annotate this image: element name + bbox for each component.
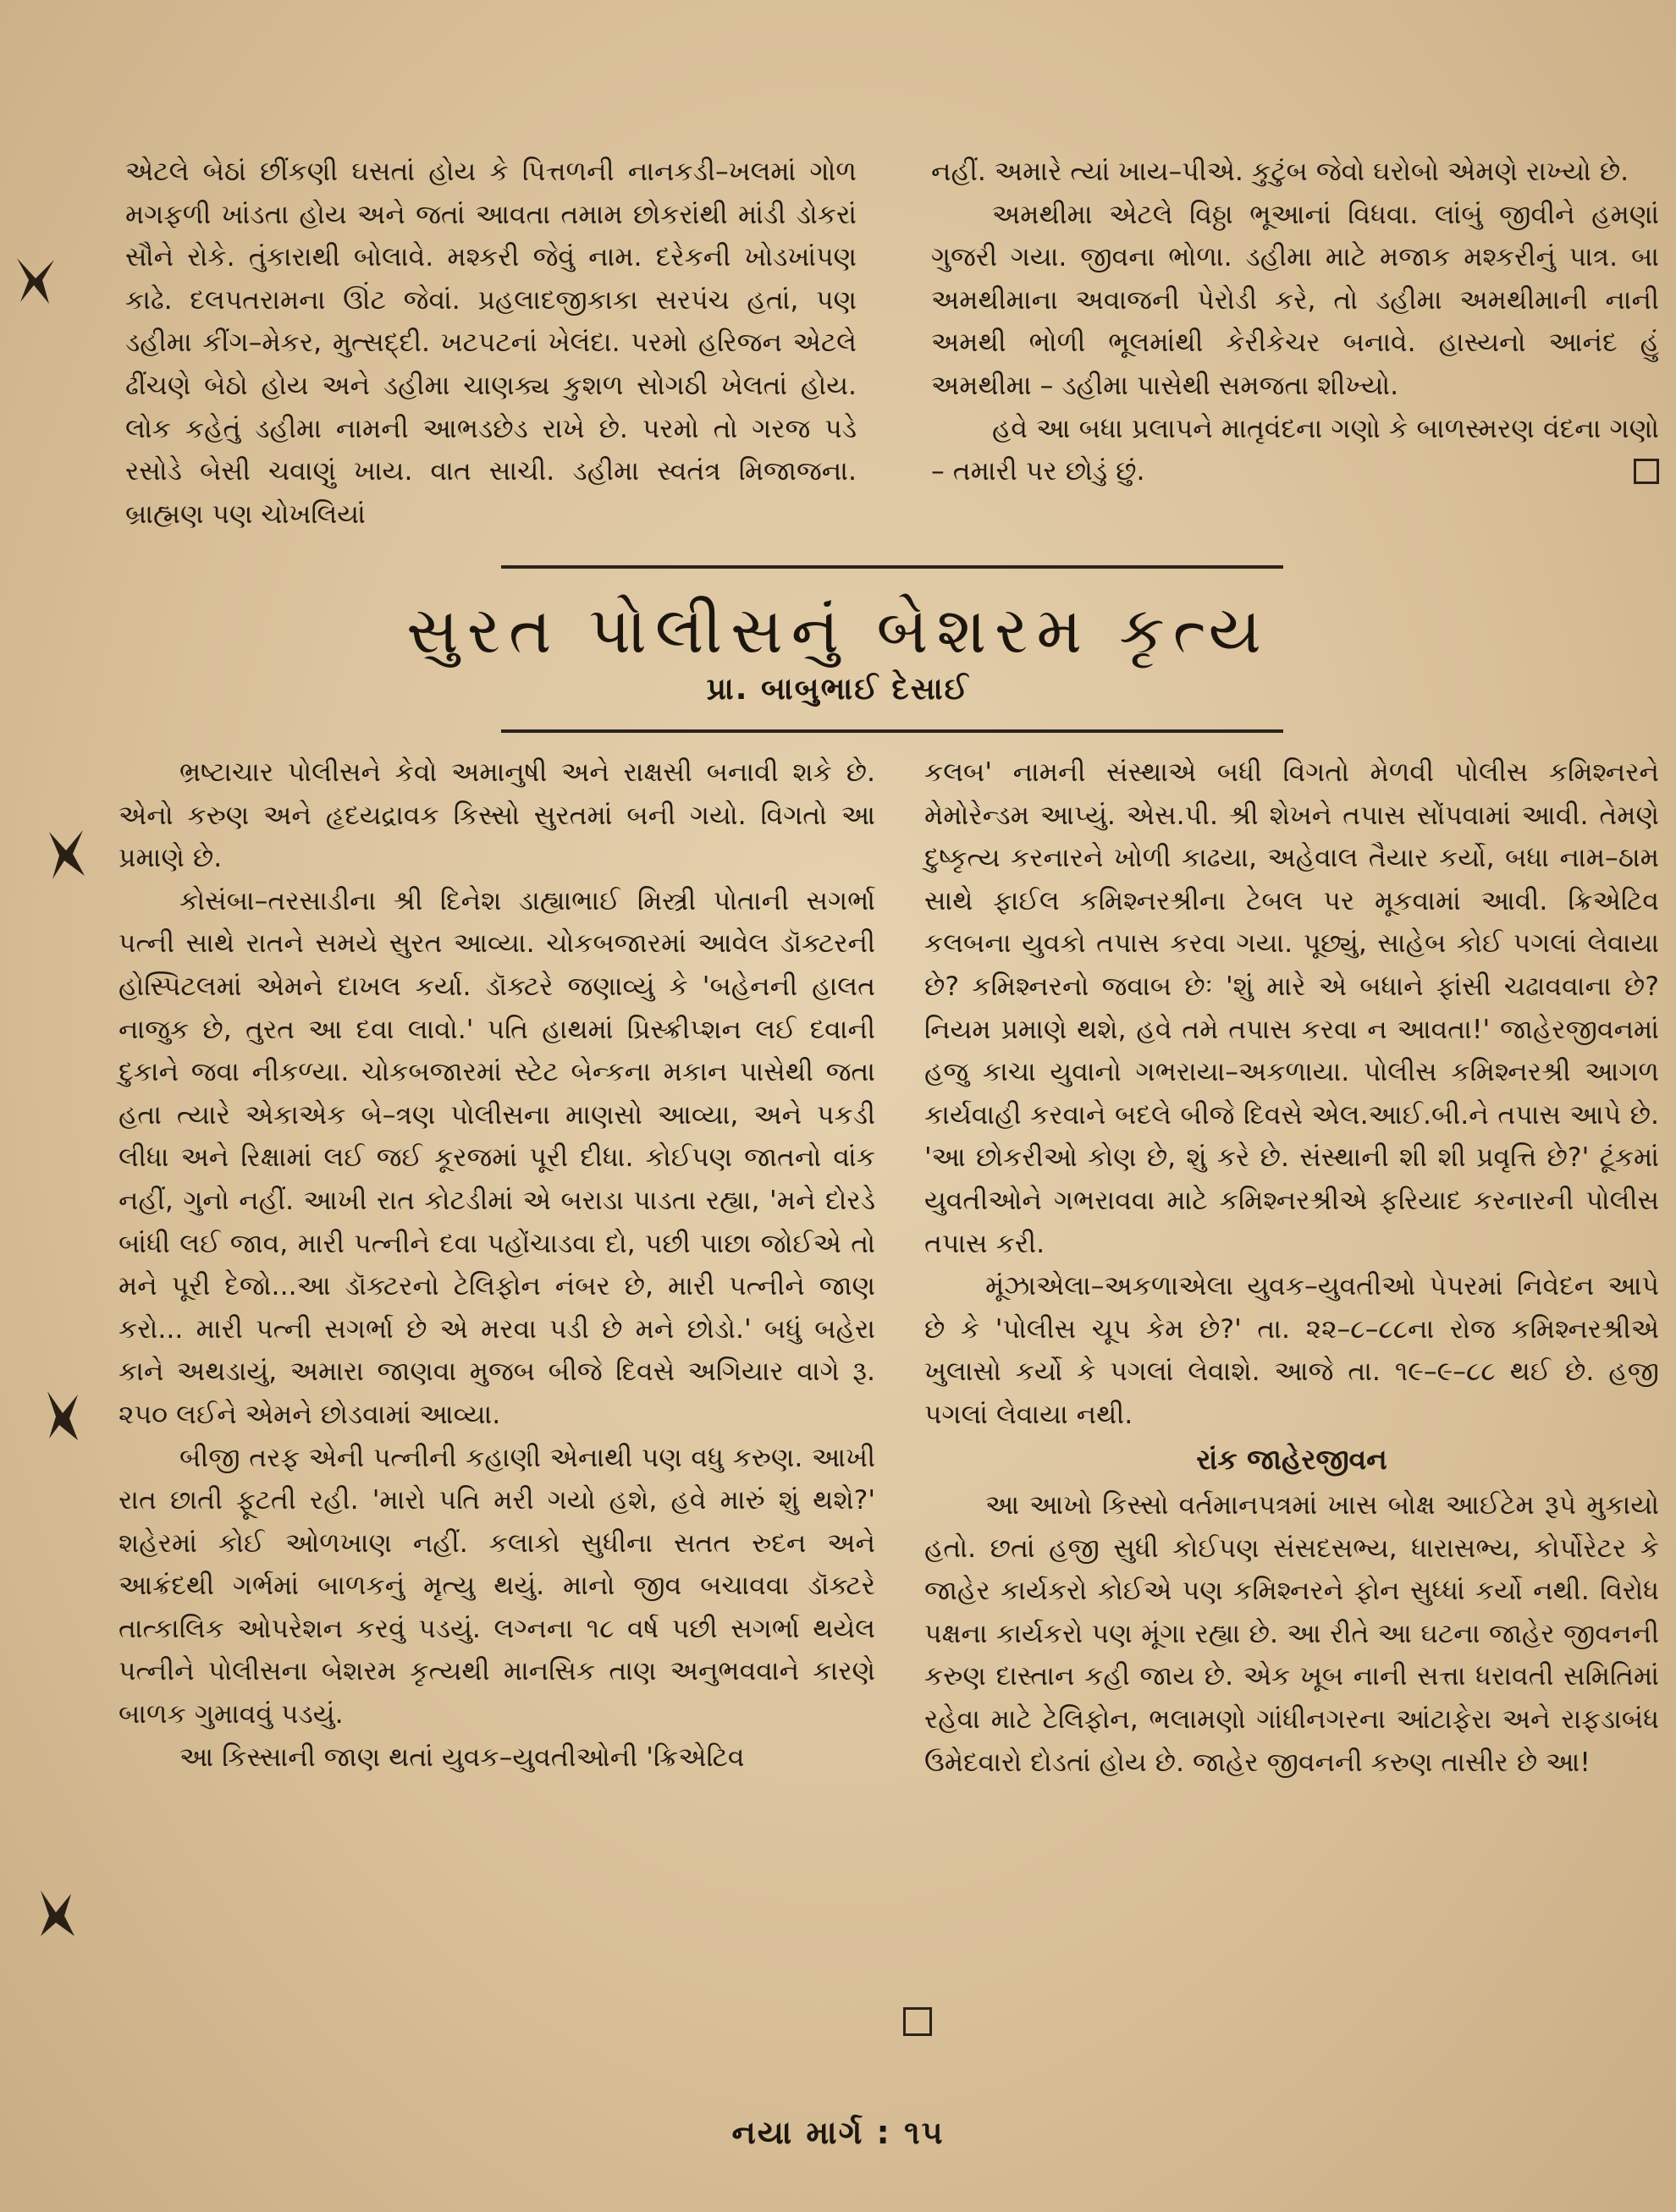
page-footer: નયા માર્ગ : ૧૫	[731, 2114, 945, 2151]
binder-hole-icon	[41, 817, 91, 884]
top-right-paragraph-1: નહીં. અમારે ત્યાં ખાય–પીએ. કુટુંબ જેવો ઘરોબો એમણે રાખ્યો છે.	[931, 157, 1629, 187]
article-right-paragraph-3: આ આખો કિસ્સો વર્તમાનપત્રમાં ખાસ બોક્ષ આઈટેમ રૂપે મુકાયો હતો. છતાં હજી સુધી કોઈપણ સંસદસભ્ય, ધારાસભ્ય, કોર્પોરેટર કે જાહેર કાર્યકરો કોઈએ પણ કમિશ્નરને ફોન સુધ્ધાં કર્યો નથી. વિરોધ પક્ષના કાર્યકરો પણ મૂંગા રહ્યા છે. આ રીતે આ ઘટના જાહેર જીવનની કરુણ દાસ્તાન કહી જાય છે. એક ખૂબ નાની સત્તા ધરાવતી સમિતિમાં રહેવા માટે ટેલિફોન, ભલામણો ગાંધીનગરના આંટાફેરા અને રાફડાબંધ ઉમેદવારો દોડતાં હોય છે. જાહેર જીવનની કરુણ તાસીર છે આ!	[924, 1490, 1659, 1778]
title-top-rule	[501, 565, 1283, 569]
article-right-paragraph-1: કલબ' નામની સંસ્થાએ બધી વિગતો મેળવી પોલીસ કમિશ્નરને મેમોરેન્ડમ આપ્યું. એસ.પી. શ્રી શેખને તપાસ સોંપવામાં આવી. તેમણે દુષ્કૃત્ય કરનારને ખોળી કાઢયા, અહેવાલ તૈયાર કર્યો, બધા નામ–ઠામ સાથે ફાઈલ કમિશ્નરશ્રીના ટેબલ પર મૂકવામાં આવી. ક્રિએટિવ કલબના યુવકો તપાસ કરવા ગયા. પૂછ્યું, સાહેબ કોઈ પગલાં લેવાયા છે? કમિશ્નરનો જવાબ છેઃ 'શું મારે એ બધાને ફાંસી ચઢાવવાના છે? નિયમ પ્રમાણે થશે, હવે તમે તપાસ કરવા ન આવતા!' જાહેરજીવનમાં હજુ કાચા યુવાનો ગભરાયા–અકળાયા. પોલીસ કમિશ્નરશ્રી આગળ કાર્યવાહી કરવાને બદલે બીજે દિવસે એલ.આઈ.બી.ને તપાસ આપે છે. 'આ છોકરીઓ કોણ છે, શું કરે છે. સંસ્થાની શી શી પ્રવૃત્તિ છે?' ટૂંકમાં યુવતીઓને ગભરાવવા માટે કમિશ્નરશ્રીએ ફરિયાદ કરનારની પોલીસ તપાસ કરી.	[924, 757, 1659, 1259]
binder-hole-icon	[30, 1877, 81, 1945]
title-bottom-rule	[501, 729, 1283, 733]
top-right-column	[931, 151, 1659, 493]
article-right-paragraph-2: મૂંઝાએલા–અકળાએલા યુવક–યુવતીઓ પેપરમાં નિવેદન આપે છે કે 'પોલીસ ચૂપ કેમ છે?' તા. ૨૨–૮–૮૮ના રોજ કમિશ્નરશ્રીએ ખુલાસો કર્યો કે પગલાં લેવાશે. આજે તા. ૧૯–૯–૮૮ થઈ છે. હજી પગલાં લેવાયા નથી.	[924, 1271, 1659, 1430]
article-subheading: રાંક જાહેરજીવન	[1196, 1442, 1387, 1476]
top-left-paragraph: એટલે બેઠાં છીંકણી ઘસતાં હોય કે પિત્તળની નાનકડી–ખલમાં ગોળ મગફળી ખાંડતા હોય અને જતાં આવતા તમામ છોકરાંથી માંડી ડોકરાં સૌને રોકે. તુંકારાથી બોલાવે. મશ્કરી જેવું નામ. દરેકની ખોડખાંપણ કાઢે. દલપતરામના ઊંટ જેવાં. પ્રહલાદજીકાકા સરપંચ હતાં, પણ ડહીમા કીંગ–મેકર, મુત્સદ્દી. ખટપટનાં ખેલંદા. પરમો હરિજન એટલે ઢીંચણે બેઠો હોય અને ડહીમા ચાણક્ય કુશળ સોગઠી ખેલતાં હોય. લોક કહેતું ડહીમા નામની આભડછેડ રાખે છે. પરમો તો ગરજ પડે રસોડે બેસી ચવાણું ખાય. વાત સાચી. ડહીમા સ્વતંત્ર મિજાજના. બ્રાહ્મણ પણ ચોખલિયાં	[125, 157, 857, 530]
end-mark-icon	[1634, 459, 1659, 484]
top-left-column	[125, 151, 857, 536]
article-left-paragraph-3: બીજી તરફ એની પત્નીની કહાણી એનાથી પણ વધુ કરુણ. આખી રાત છાતી ફૂટતી રહી. 'મારો પતિ મરી ગયો હશે, હવે મારું શું થશે?' શહેરમાં કોઈ ઓળખાણ નહીં. કલાકો સુધીના સતત રુદન અને આક્રંદથી ગર્ભમાં બાળકનું મૃત્યુ થયું. માનો જીવ બચાવવા ડૉક્ટરે તાત્કાલિક ઓપરેશન કરવું પડયું. લગ્નના ૧૮ વર્ષ પછી સગર્ભા થયેલ પત્નીને પોલીસના બેશરમ કૃત્યથી માનસિક તાણ અનુભવવાને કારણે બાળક ગુમાવવું પડયું.	[119, 1442, 875, 1731]
binder-hole-icon	[36, 1379, 86, 1447]
article-author: પ્રા. બાબુભાઈ દેસાઈ	[706, 672, 970, 707]
article-left-paragraph-4: આ કિસ્સાની જાણ થતાં યુવક–યુવતીઓની 'ક્રિએટિવ	[179, 1742, 745, 1773]
article-right-column	[924, 751, 1659, 1784]
article-left-paragraph-2: કોસંબા–તરસાડીના શ્રી દિનેશ ડાહ્યાભાઈ મિસ્ત્રી પોતાની સગર્ભા પત્ની સાથે રાતને સમયે સુરત આવ્યા. ચોકબજારમાં આવેલ ડૉક્ટરની હોસ્પિટલમાં એમને દાખલ કર્યા. ડૉક્ટરે જણાવ્યું કે 'બહેનની હાલત નાજુક છે, તુરત આ દવા લાવો.' પતિ હાથમાં પ્રિસ્ક્રીપ્શન લઈ દવાની દુકાને જવા નીકળ્યા. ચોકબજારમાં સ્ટેટ બેન્કના મકાન પાસેથી જતા હતા ત્યારે એકાએક બે–ત્રણ પોલીસના માણસો આવ્યા, અને પકડી લીધા અને રિક્ષામાં લઈ જઈ કૂરજમાં પૂરી દીધા. કોઈપણ જાતનો વાંક નહીં, ગુનો નહીં. આખી રાત કોટડીમાં એ બરાડા પાડતા રહ્યા, 'મને દોરડે બાંધી લઈ જાવ, મારી પત્નીને દવા પહોંચાડવા દો, પછી પાછા જોઈએ તો મને પૂરી દેજો...આ ડૉક્ટરનો ટેલિફોન નંબર છે, મારી પત્નીને જાણ કરો... મારી પત્ની સગર્ભા છે એ મરવા પડી છે મને છોડો.' બધું બહેરા કાને અથડાયું, અમારા જાણવા મુજબ બીજે દિવસે અગિયાર વાગે રૂ. ૨૫૦ લઈને એમને છોડવામાં આવ્યા.	[119, 885, 875, 1430]
article-end-box-icon	[903, 2007, 932, 2036]
article-left-column	[119, 751, 875, 1779]
binder-hole-icon	[10, 241, 61, 309]
top-right-paragraph-2: અમથીમા એટલે વિઠ્ઠા ભૂઆનાં વિધવા. લાંબું જીવીને હમણાં ગુજરી ગયા. જીવના ભોળા. ડહીમા માટે મજાક મશ્કરીનું પાત્ર. બા અમથીમાના અવાજની પેરોડી કરે, તો ડહીમા અમથીમાની નાની અમથી ભોળી ભૂલમાંથી કેરીકેચર બનાવે. હાસ્યનો આનંદ હું અમથીમા – ડહીમા પાસેથી સમજતા શીખ્યો.	[931, 199, 1659, 401]
top-right-paragraph-3: હવે આ બધા પ્રલાપને માતૃવંદના ગણો કે બાળસ્મરણ વંદના ગણો – તમારી પર છોડું છું.	[931, 413, 1659, 487]
article-title: સુરત પોલીસનું બેશરમ કૃત્ય	[406, 592, 1270, 668]
article-left-paragraph-1: ભ્રષ્ટાચાર પોલીસને કેવો અમાનુષી અને રાક્ષસી બનાવી શકે છે. એનો કરુણ અને હૃદયદ્રાવક કિસ્સો સુરતમાં બની ગયો. વિગતો આ પ્રમાણે છે.	[119, 757, 875, 874]
